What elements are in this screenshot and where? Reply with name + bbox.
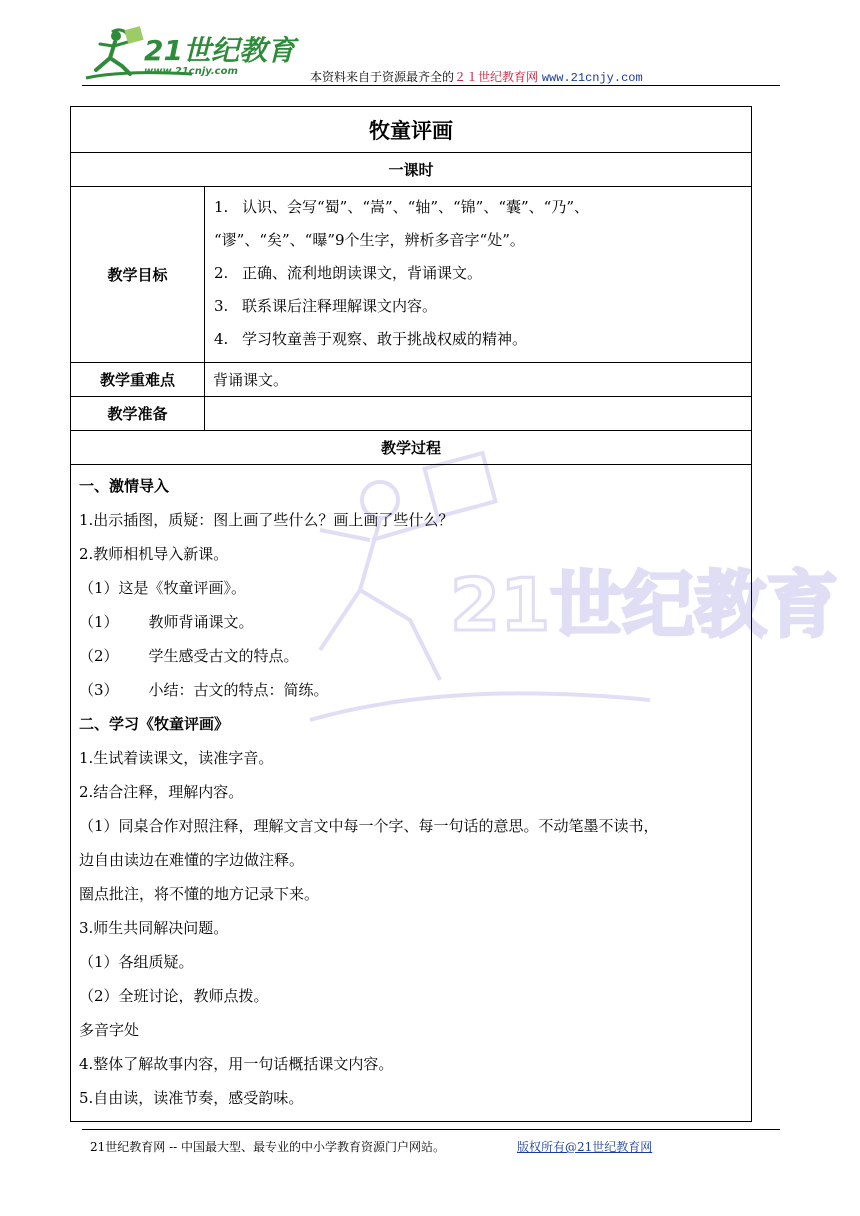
process-substep: 圈点批注，将不懂的地方记录下来。 (79, 885, 320, 903)
process-label: 教学过程 (71, 431, 752, 465)
process-step: 4.整体了解故事内容，用一句话概括课文内容。 (79, 1055, 394, 1073)
footer-copyright-link[interactable]: 版权所有@21世纪教育网 (517, 1140, 653, 1154)
process-step: 3.师生共同解决问题。 (79, 919, 229, 937)
header-note-brand[interactable]: ２１世纪教育网 (454, 70, 539, 84)
header-note-url[interactable]: www.21cnjy.com (541, 71, 643, 85)
process-substep-continued: 边自由读边在难懂的字边做注释。 (79, 851, 305, 869)
goal-item-continued: “谬”、“矣”、“曝”9个生字，辨析多音字“处”。 (214, 231, 525, 249)
process-substep: （2） 学生感受古文的特点。 (79, 647, 299, 665)
goal-item: 2. 正确、流利地朗读课文，背诵课文。 (214, 264, 483, 282)
svg-text:21世纪教育: 21世纪教育 (144, 34, 295, 67)
key-points-value: 背诵课文。 (205, 363, 752, 397)
section-heading: 一、激情导入 (79, 477, 170, 495)
goals-label: 教学目标 (71, 187, 205, 363)
process-substep: （3） 小结：古文的特点：简练。 (79, 681, 329, 699)
process-substep: （1）这是《牧童评画》。 (79, 579, 247, 597)
goal-item: 4. 学习牧童善于观察、敢于挑战权威的精神。 (214, 330, 528, 348)
process-substep: （1）各组质疑。 (79, 953, 194, 971)
key-points-label: 教学重难点 (71, 363, 205, 397)
process-content (71, 465, 752, 1122)
svg-text:www.21cnjy.com: www.21cnjy.com (144, 66, 238, 77)
lesson-period: 一课时 (71, 153, 752, 187)
process-step: 1.出示插图，质疑：图上画了些什么？画上画了些什么？ (79, 511, 454, 529)
section-heading: 二、学习《牧童评画》 (79, 715, 230, 733)
process-substep: （1）同桌合作对照注释，理解文言文中每一个字、每一句话的意思。不动笔墨不读书， (79, 817, 659, 835)
lesson-plan-table (70, 106, 752, 1122)
preparation-value (205, 397, 752, 431)
process-substep: （2）全班讨论，教师点拨。 (79, 987, 269, 1005)
header-note-prefix: 本资料来自于资源最齐全的 (310, 70, 455, 84)
footer-text: 21世纪教育网 -- 中国最大型、最专业的中小学教育资源门户网站。 (90, 1140, 446, 1154)
goals-content (205, 187, 752, 363)
process-substep: （1） 教师背诵课文。 (79, 613, 254, 631)
process-step: 2.教师相机导入新课。 (79, 545, 229, 563)
process-step: 5.自由读，读准节奏，感受韵味。 (79, 1089, 304, 1107)
header-divider (82, 85, 780, 86)
page-header (82, 22, 782, 84)
process-step: 2.结合注释，理解内容。 (79, 783, 244, 801)
process-step: 1.生试着读课文，读准字音。 (79, 749, 274, 767)
process-note: 多音字处 (79, 1021, 140, 1039)
lesson-title: 牧童评画 (71, 107, 752, 153)
preparation-label: 教学准备 (71, 397, 205, 431)
footer-divider (82, 1129, 780, 1130)
goal-item: 1. 认识、会写“蜀”、“嵩”、“轴”、“锦”、“囊”、“乃”、 (214, 198, 590, 216)
site-logo (82, 22, 295, 82)
svg-text:21世纪教育: 21世纪教育 (450, 563, 839, 647)
header-source-note (310, 68, 643, 85)
goal-item: 3. 联系课后注释理解课文内容。 (214, 297, 438, 315)
